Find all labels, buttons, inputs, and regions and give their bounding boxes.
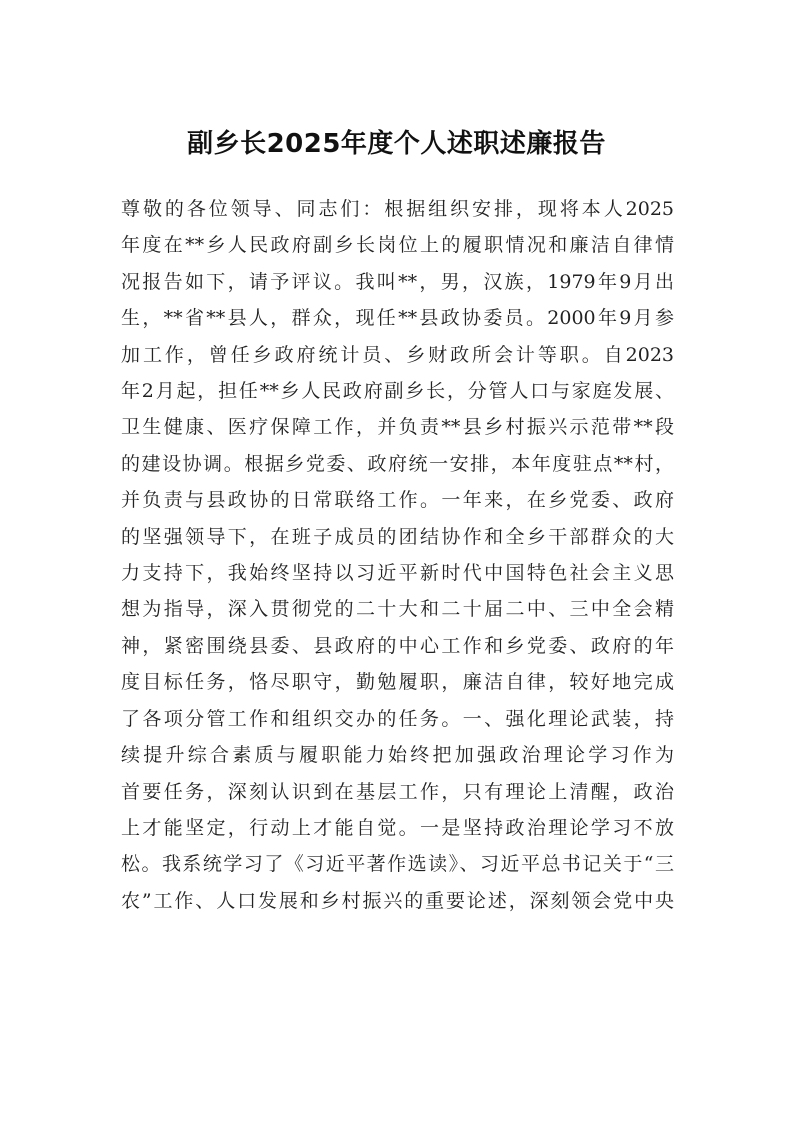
body-line: 度目标任务，恪尽职守，勤勉履职，廉洁自律，较好地完成 bbox=[121, 671, 674, 694]
body-line: 尊敬的各位领导、同志们：根据组织安排，现将本人2025 bbox=[121, 198, 674, 220]
body-line: 况报告如下，请予评议。我叫**，男，汉族，1979年9月出 bbox=[121, 270, 674, 293]
body-line: 加工作，曾任乡政府统计员、乡财政所会计等职。自2023 bbox=[121, 343, 674, 366]
body-line: 年2月起，担任**乡人民政府副乡长，分管人口与家庭发展、 bbox=[121, 380, 674, 403]
body-line: 卫生健康、医疗保障工作，并负责**县乡村振兴示范带**段 bbox=[121, 416, 674, 439]
body-line: 松。我系统学习了《习近平著作选读》、习近平总书记关于“三 bbox=[121, 853, 674, 876]
body-line: 生，**省**县人，群众，现任**县政协委员。2000年9月参 bbox=[121, 307, 674, 330]
body-line: 续提升综合素质与履职能力始终把加强政治理论学习作为 bbox=[121, 744, 674, 767]
body-line: 首要任务，深刻认识到在基层工作，只有理论上清醒，政治 bbox=[121, 780, 674, 803]
body-line: 了各项分管工作和组织交办的任务。一、强化理论武装，持 bbox=[121, 707, 674, 730]
body-line: 农”工作、人口发展和乡村振兴的重要论述，深刻领会党中央 bbox=[121, 889, 674, 912]
document-title: 副乡长2025年度个人述职述廉报告 bbox=[187, 129, 606, 159]
body-line: 上才能坚定，行动上才能自觉。一是坚持政治理论学习不放 bbox=[121, 816, 674, 839]
body-line: 并负责与县政协的日常联络工作。一年来，在乡党委、政府 bbox=[121, 489, 674, 512]
body-line: 年度在**乡人民政府副乡长岗位上的履职情况和廉洁自律情 bbox=[121, 234, 674, 257]
body-line: 神，紧密围绕县委、县政府的中心工作和乡党委、政府的年 bbox=[121, 634, 674, 657]
body-line: 力支持下，我始终坚持以习近平新时代中国特色社会主义思 bbox=[121, 562, 674, 585]
body-line: 的坚强领导下，在班子成员的团结协作和全乡干部群众的大 bbox=[121, 525, 674, 548]
body-line: 的建设协调。根据乡党委、政府统一安排，本年度驻点**村， bbox=[121, 452, 674, 475]
body-line: 想为指导，深入贯彻党的二十大和二十届二中、三中全会精 bbox=[121, 598, 674, 621]
document-body bbox=[121, 191, 674, 919]
